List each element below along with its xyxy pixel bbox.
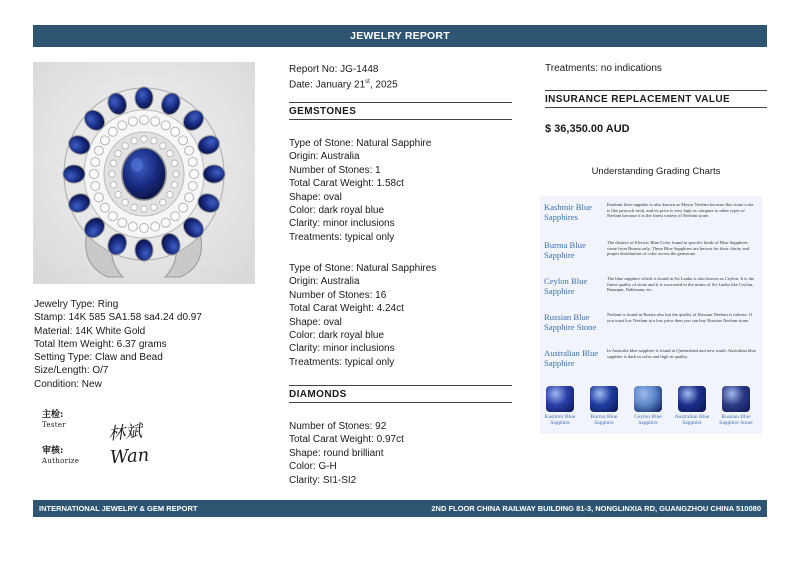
report-meta xyxy=(289,63,398,92)
inner-diamond xyxy=(110,160,116,166)
grading-row-desc: The distinct of Electric Blue Color found in specific kinds of Blue Sapphires come from Burma only. These Blue Sapphires are known for their clarity and proper distribution of color across the gemstone. xyxy=(607,240,750,257)
side-stone-line: Shape: oval xyxy=(289,316,342,328)
halo-diamond xyxy=(100,203,109,212)
side-stone-line: Clarity: minor inclusions xyxy=(289,343,395,355)
inner-diamond xyxy=(171,160,177,166)
halo-diamond xyxy=(151,117,160,126)
inner-diamond xyxy=(151,204,157,210)
swatch-label: Ceylon Blue Sapphire xyxy=(634,414,662,426)
footer-left: INTERNATIONAL JEWELRY & GEM REPORT xyxy=(39,504,198,513)
gemstones-title: GEMSTONES xyxy=(289,102,512,120)
side-sapphire xyxy=(135,87,153,109)
diamond-line: Number of Stones: 92 xyxy=(289,421,387,432)
center-stone-line: Treatments: typical only xyxy=(289,231,395,243)
inner-diamond xyxy=(167,150,173,156)
halo-diamond xyxy=(171,212,180,221)
total-item-weight: Total Item Weight: 6.37 grams xyxy=(34,338,167,350)
center-stone-line: Shape: oval xyxy=(289,191,342,203)
side-stone-line: Number of Stones: 16 xyxy=(289,289,387,301)
inner-diamond xyxy=(160,142,166,148)
grading-row xyxy=(540,276,762,316)
halo-diamond xyxy=(128,117,137,126)
halo-diamond xyxy=(161,218,170,227)
swatch-label: Russian Blue Sapphire Stone xyxy=(719,414,753,426)
material: Material: 14K White Gold xyxy=(34,325,146,337)
swatch-label: Kashmir Blue Sapphire xyxy=(544,414,576,426)
sapphire-swatches xyxy=(540,386,762,434)
insurance-value: $ 36,350.00 AUD xyxy=(545,123,630,135)
halo-diamond xyxy=(179,136,188,145)
insurance-title: INSURANCE REPLACEMENT VALUE xyxy=(545,90,767,108)
grading-row-name: Kashmir Blue Sapphires xyxy=(544,202,592,222)
inner-diamond xyxy=(115,150,121,156)
grading-row xyxy=(540,348,762,388)
halo-diamond xyxy=(179,203,188,212)
center-stone-line: Clarity: minor inclusions xyxy=(289,218,395,230)
halo-diamond xyxy=(190,170,199,179)
halo-diamond xyxy=(171,127,180,136)
halo-diamond xyxy=(91,157,100,166)
inner-diamond xyxy=(131,138,137,144)
halo-diamond xyxy=(188,182,197,191)
inner-diamond xyxy=(171,182,177,188)
diamond-line: Total Carat Weight: 0.97ct xyxy=(289,434,404,446)
side-sapphire xyxy=(135,239,153,261)
diamond-line: Shape: round brilliant xyxy=(289,447,384,459)
inner-diamond xyxy=(122,199,128,205)
diamond-line: Clarity: SI1-SI2 xyxy=(289,474,357,486)
halo-diamond xyxy=(188,157,197,166)
center-stone-line: Number of Stones: 1 xyxy=(289,164,381,176)
ring-photo xyxy=(33,62,255,284)
tester-signature: 林斌 xyxy=(107,421,144,445)
report-header: JEWELRY REPORT xyxy=(33,25,767,47)
halo-diamond xyxy=(118,218,127,227)
grading-row-desc: Kashmir blue sapphire is also known as Mayur Neelam because this stone color is like peacock neck, and its price is very high as compare to other types of Neelam because it is the finest variety of Neelam stone. xyxy=(607,202,754,219)
inner-diamond xyxy=(131,204,137,210)
swatch-label: Australian Blue Sapphire xyxy=(674,414,710,426)
center-stone-line: Origin: Australia xyxy=(289,151,360,163)
grading-row-desc: The blue sapphire which is found in Sri Lanka is also known as Ceylon. It is the finest quality of stone and it is excavated in the mines of Sri Lanka like Ceylon, Ratanpur, Rakbaana, etc. xyxy=(607,276,755,293)
tester-label-cn: 主检: xyxy=(42,410,64,420)
halo-diamond xyxy=(91,182,100,191)
inner-diamond xyxy=(115,191,121,197)
halo-diamond xyxy=(94,193,103,202)
tester-label-en: Tester xyxy=(42,421,66,429)
center-stone-line: Total Carat Weight: 1.58ct xyxy=(289,178,404,190)
inner-diamond xyxy=(167,191,173,197)
center-stone-details xyxy=(289,137,431,244)
grading-row xyxy=(540,202,762,242)
authorize-signature-block xyxy=(42,446,79,466)
authorize-signature: Wan xyxy=(109,444,150,469)
halo-diamond xyxy=(140,224,149,233)
inner-diamond xyxy=(141,136,147,142)
swatch-gem xyxy=(722,386,750,412)
footer-address: 2ND FLOOR CHINA RAILWAY BUILDING 81-3, NONGLINXIA RD, GUANGZHOU CHINA 510080 xyxy=(431,504,761,513)
halo-diamond xyxy=(90,170,99,179)
halo-diamond xyxy=(140,116,149,125)
authorize-label-cn: 审核: xyxy=(42,446,64,456)
center-stone-line: Color: dark royal blue xyxy=(289,205,385,217)
grading-row-desc: In Australia blue sapphire is found in Queensland and new south. Australian blue sapphire is dark in color and high in quality. xyxy=(607,348,756,359)
inner-diamond xyxy=(122,142,128,148)
diamond-details xyxy=(289,420,404,487)
grading-row-name: Burma Blue Sapphire xyxy=(544,240,586,260)
side-sapphire xyxy=(63,165,85,183)
inner-diamond xyxy=(109,171,115,177)
swatch-gem xyxy=(678,386,706,412)
grading-row xyxy=(540,312,762,352)
halo-diamond xyxy=(128,222,137,231)
halo-diamond xyxy=(185,146,194,155)
condition: Condition: New xyxy=(34,378,102,390)
grading-row xyxy=(540,240,762,280)
grading-charts-title: Understanding Grading Charts xyxy=(591,166,721,177)
side-stone-line: Origin: Australia xyxy=(289,276,360,288)
diamond-line: Color: G-H xyxy=(289,461,337,473)
side-stone-line: Color: dark royal blue xyxy=(289,330,385,342)
jewelry-type: Jewelry Type: Ring xyxy=(34,299,119,310)
halo-diamond xyxy=(118,121,127,130)
grading-chart xyxy=(540,196,762,434)
tester-signature-block xyxy=(42,410,66,430)
diamonds-title: DIAMONDS xyxy=(289,385,512,403)
side-sapphire xyxy=(203,165,225,183)
inner-diamond xyxy=(151,138,157,144)
side-stone-line: Type of Stone: Natural Sapphires xyxy=(289,263,437,274)
halo-diamond xyxy=(185,193,194,202)
authorize-label-en: Authorize xyxy=(42,457,80,465)
setting-type: Setting Type: Claw and Bead xyxy=(34,352,163,364)
swatch-gem xyxy=(546,386,574,412)
swatch-gem xyxy=(634,386,662,412)
treatments-summary: Treatments: no indications xyxy=(545,63,662,74)
swatch-gem xyxy=(590,386,618,412)
grading-row-name: Ceylon Blue Sapphire xyxy=(544,276,588,296)
report-date: Date: January 21st, 2025 xyxy=(289,79,398,91)
grading-row-name: Australian Blue Sapphire xyxy=(544,348,599,368)
report-number: Report No: JG-1448 xyxy=(289,64,379,75)
side-stone-line: Treatments: typical only xyxy=(289,356,395,368)
halo-diamond xyxy=(108,212,117,221)
halo-diamond xyxy=(151,222,160,231)
center-stone-line: Type of Stone: Natural Sapphire xyxy=(289,138,432,149)
inner-diamond xyxy=(110,182,116,188)
halo-diamond xyxy=(100,136,109,145)
swatch-label: Burma Blue Sapphire xyxy=(590,414,618,426)
halo-diamond xyxy=(108,127,117,136)
grading-row-desc: Neelam is found in Russia also but the quality of Russian Neelam is inferior. If you want low Neelam at a low price then you can buy Russian Neelam stone. xyxy=(607,312,753,323)
inner-diamond xyxy=(160,199,166,205)
halo-diamond xyxy=(161,121,170,130)
report-footer xyxy=(33,500,767,517)
item-details xyxy=(34,298,202,391)
stamp: Stamp: 14K 585 SA1.58 sa4.24 d0.97 xyxy=(34,312,202,324)
inner-diamond xyxy=(141,206,147,212)
side-stone-line: Total Carat Weight: 4.24ct xyxy=(289,303,404,315)
size-length: Size/Length: O/7 xyxy=(34,365,109,377)
grading-row-name: Russian Blue Sapphire Stone xyxy=(544,312,597,332)
ring-illustration xyxy=(33,62,255,284)
halo-diamond xyxy=(94,146,103,155)
side-stone-details xyxy=(289,262,436,369)
inner-diamond xyxy=(173,171,179,177)
